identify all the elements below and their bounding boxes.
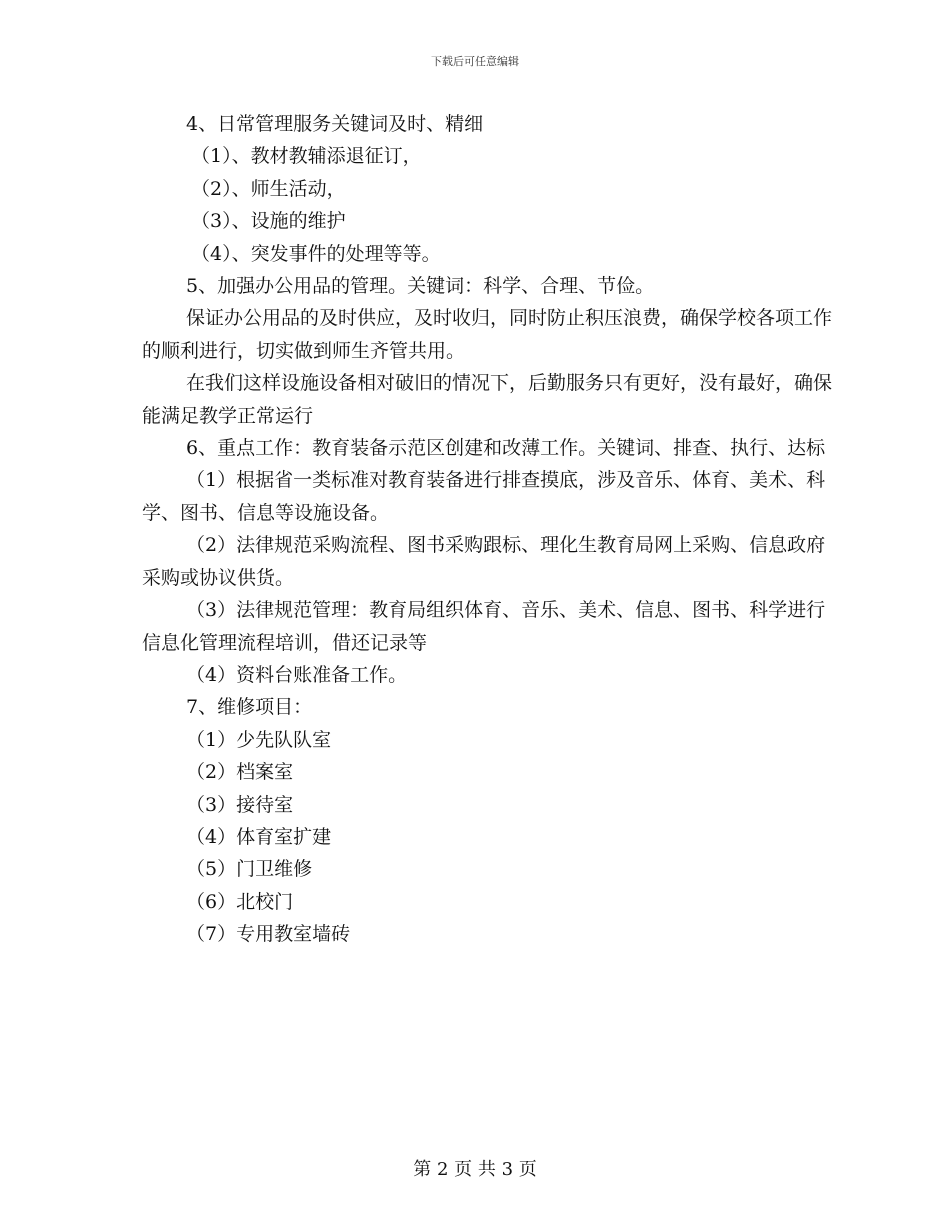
- section-6-sub-3: （3）法律规范管理：教育局组织体育、音乐、美术、信息、图书、科学进行信息化管理流程培训，借还记录等: [142, 599, 826, 654]
- section-6-sub-2: （2）法律规范采购流程、图书采购跟标、理化生教育局网上采购、信息政府采购或协议供货。: [142, 534, 826, 589]
- section-6-heading: 6、重点工作：教育装备示范区创建和改薄工作。关键词、排查、执行、达标: [186, 437, 826, 460]
- page-number: 第 2 页 共 3 页: [413, 1159, 537, 1180]
- section-7-sub-5: （5）门卫维修: [186, 858, 313, 881]
- section-7-heading: 7、维修项目：: [186, 696, 313, 719]
- document-body: [142, 108, 832, 951]
- section-7-sub-2: （2）档案室: [186, 761, 294, 784]
- section-4-sub-2: （2）、师生活动，: [191, 177, 346, 200]
- section-6-sub-1: （1）根据省一类标准对教育装备进行排查摸底，涉及音乐、体育、美术、科学、图书、信息等设施设备。: [142, 469, 826, 524]
- section-7-sub-4: （4）体育室扩建: [186, 825, 332, 848]
- section-7-sub-7: （7）专用教室墙砖: [186, 923, 351, 946]
- section-7-sub-6: （6）北校门: [186, 890, 294, 913]
- section-5-paragraph-2: 在我们这样设施设备相对破旧的情况下，后勤服务只有更好，没有最好，确保能满足教学正常运行: [142, 372, 833, 427]
- page-header-note: 下载后可任意编辑: [431, 55, 519, 68]
- section-6-sub-4: （4）资料台账准备工作。: [186, 663, 408, 686]
- section-7-sub-1: （1）少先队队室: [186, 728, 332, 751]
- section-4-heading: 4、日常管理服务关键词及时、精细: [186, 113, 484, 135]
- section-5-paragraph-1: 保证办公用品的及时供应，及时收归，同时防止积压浪费，确保学校各项工作的顺利进行，切实做到师生齐管共用。: [142, 307, 833, 362]
- section-4-sub-3: （3）、设施的维护: [191, 210, 346, 233]
- section-4-sub-4: （4）、突发事件的处理等等。: [191, 242, 441, 265]
- section-4-sub-1: （1）、教材教辅添退征订，: [191, 145, 422, 168]
- section-5-heading: 5、加强办公用品的管理。关键词：科学、合理、节俭。: [186, 275, 655, 298]
- section-7-sub-3: （3）接待室: [186, 793, 294, 816]
